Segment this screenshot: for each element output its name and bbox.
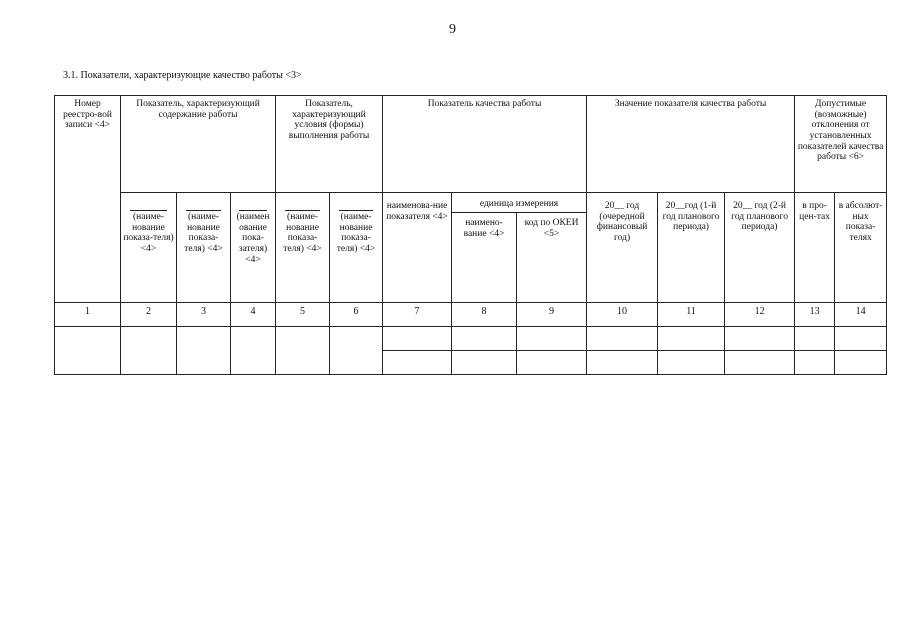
subheader-year-plan-2: 20__ год (2-й год планового периода) <box>725 193 795 303</box>
header-registry-number: Номер реестро-вой записи <4> <box>55 96 121 303</box>
subheader-unit-name: наимено-вание <4> <box>452 213 517 303</box>
data-cell <box>517 327 587 351</box>
page-number: 9 <box>449 22 456 37</box>
blank-line <box>285 210 320 211</box>
column-number: 14 <box>835 303 887 327</box>
section-title: 3.1. Показатели, характеризующие качество работы <3> <box>63 70 302 81</box>
header-conditions-indicator: Показатель, характеризующий условия (формы) выполнения работы <box>276 96 383 193</box>
data-cell <box>452 351 517 375</box>
column-number: 7 <box>383 303 452 327</box>
data-cell-conditions-1 <box>276 327 330 375</box>
blank-line <box>130 210 167 211</box>
column-number: 1 <box>55 303 121 327</box>
subheader-label: (наиме-нование показа-теля) <4> <box>336 212 376 254</box>
column-number: 3 <box>177 303 231 327</box>
column-number: 10 <box>587 303 658 327</box>
column-number: 6 <box>330 303 383 327</box>
data-cell <box>383 327 452 351</box>
data-cell <box>587 351 658 375</box>
subheader-label: (наиме-нование показа-теля) <4> <box>123 212 174 254</box>
data-cell <box>725 327 795 351</box>
header-content-indicator: Показатель, характеризующий содержание работы <box>121 96 276 193</box>
subheader-label: (наиме-нование показа-теля) <4> <box>283 212 322 254</box>
data-cell <box>658 351 725 375</box>
subheader-conditions-name-1 <box>276 193 330 303</box>
subheader-unit: единица измерения <box>452 193 587 213</box>
column-number: 2 <box>121 303 177 327</box>
subheader-dev-percent: в про-цен-тах <box>795 193 835 303</box>
data-cell <box>835 351 887 375</box>
column-number: 9 <box>517 303 587 327</box>
data-cell <box>725 351 795 375</box>
data-cell-content-2 <box>177 327 231 375</box>
subheader-unit-okei: код по ОКЕИ <5> <box>517 213 587 303</box>
subheader-content-name-1 <box>121 193 177 303</box>
column-number: 11 <box>658 303 725 327</box>
data-cell <box>587 327 658 351</box>
data-cell-registry <box>55 327 121 375</box>
column-number: 4 <box>231 303 276 327</box>
data-cell <box>517 351 587 375</box>
header-deviations: Допустимые (возможные) отклонения от установленных показателей качества работы <6> <box>795 96 887 193</box>
data-cell-content-3 <box>231 327 276 375</box>
subheader-year-plan-1: 20__год (1-й год планового периода) <box>658 193 725 303</box>
column-number: 12 <box>725 303 795 327</box>
data-cell <box>383 351 452 375</box>
subheader-conditions-name-2 <box>330 193 383 303</box>
blank-line <box>186 210 221 211</box>
subheader-content-name-3 <box>231 193 276 303</box>
data-cell <box>835 327 887 351</box>
blank-line <box>339 210 374 211</box>
subheader-label: (наиме-нование показа-теля) <4> <box>184 212 223 254</box>
column-number: 13 <box>795 303 835 327</box>
subheader-label: (наимен ование пока-зателя) <4> <box>236 212 270 265</box>
quality-indicators-table <box>54 95 887 375</box>
subheader-content-name-2 <box>177 193 231 303</box>
subheader-quality-name: наименова-ние показателя <4> <box>383 193 452 303</box>
data-cell-conditions-2 <box>330 327 383 375</box>
data-cell <box>452 327 517 351</box>
column-number: 5 <box>276 303 330 327</box>
blank-line <box>239 210 268 211</box>
data-cell <box>658 327 725 351</box>
data-cell-content-1 <box>121 327 177 375</box>
data-cell <box>795 351 835 375</box>
subheader-year-current: 20__ год (очередной финансовый год) <box>587 193 658 303</box>
data-cell <box>795 327 835 351</box>
subheader-dev-absolute: в абсолют-ных показа-телях <box>835 193 887 303</box>
header-quality-values: Значение показателя качества работы <box>587 96 795 193</box>
column-number: 8 <box>452 303 517 327</box>
header-quality-indicator: Показатель качества работы <box>383 96 587 193</box>
